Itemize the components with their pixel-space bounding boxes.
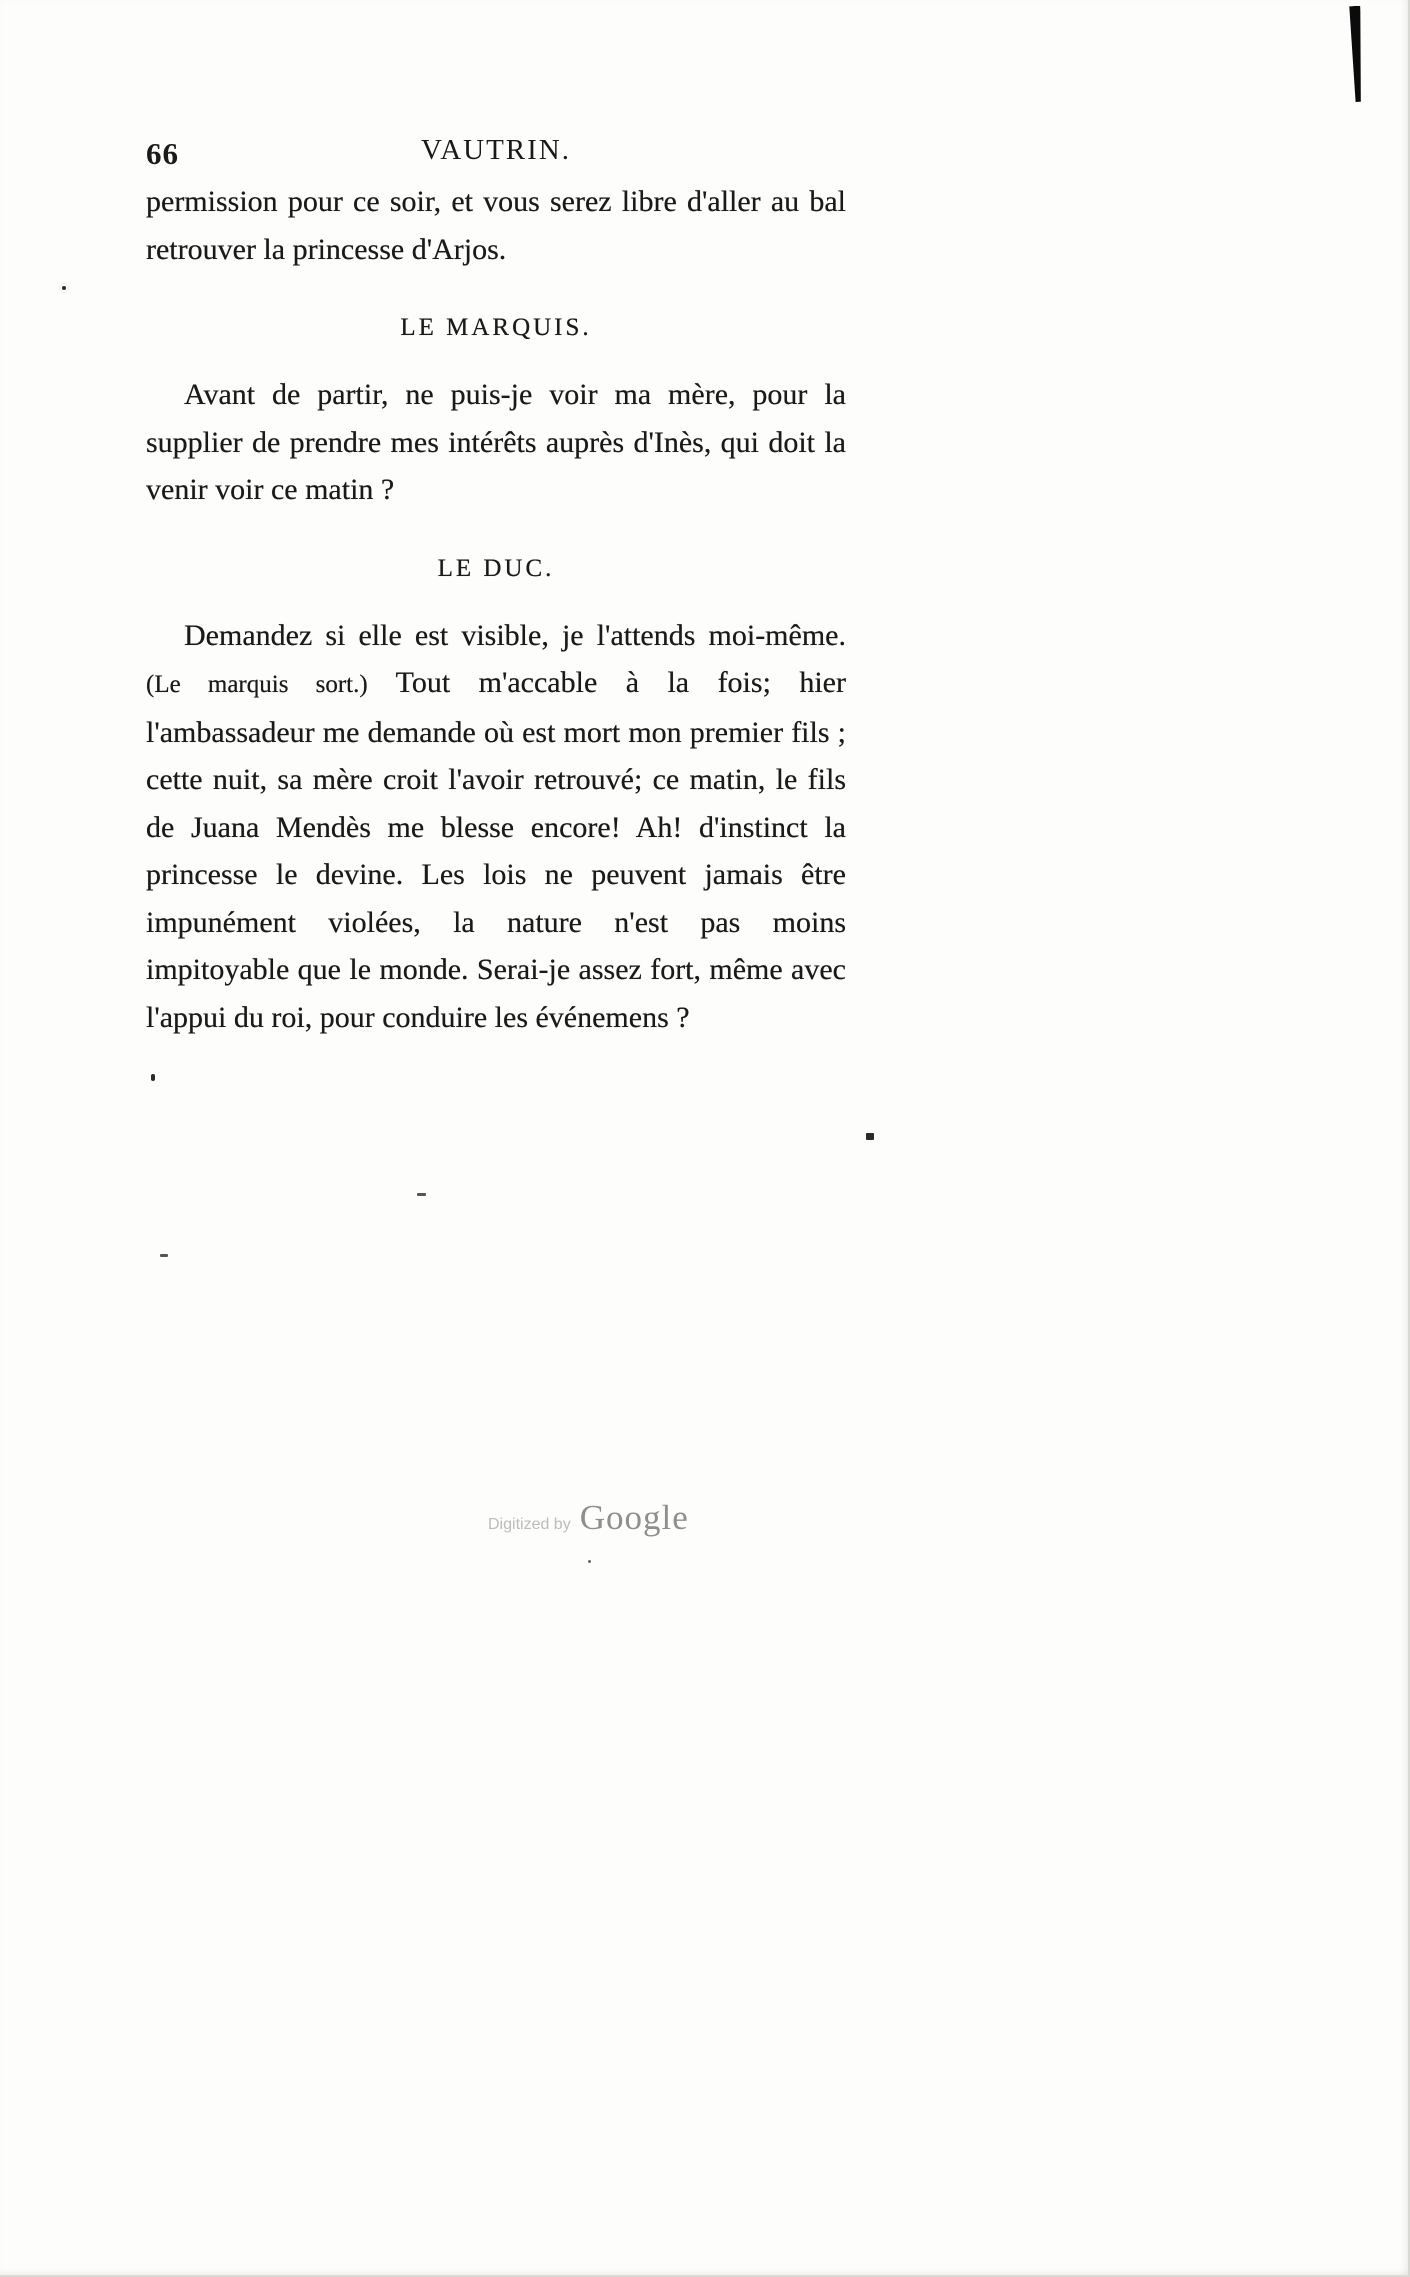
duc-speech-part2: Tout m'accable à la fois; hier l'ambassadeur me demande où est mort mon premier fils ; cette nuit, sa mère croit l'avoir retrouvé; ce matin, le fils de Juana Mendès me blesse encore! Ah! d'instinct la princesse le devine. Les lois ne peuvent jamais être impunément violées, la nature n'est pas moins impitoyable que le monde. Serai-je assez fort, même avec l'appui du roi, pour conduire les événemens ? [146,666,846,1034]
duc-speech-part1: Demandez si elle est visible, je l'attends moi-même. [184,618,846,652]
paragraph-marquis-speech: Avant de partir, ne puis-je voir ma mère, pour la supplier de prendre mes intérêts auprès d'Inès, qui doit la venir voir ce matin ? [146,378,846,506]
page-header [146,134,846,174]
scan-speck [417,1193,426,1196]
speaker-heading-marquis: LE MARQUIS. [400,314,592,341]
scan-speck [588,1560,591,1563]
digitization-footer [488,1498,689,1538]
digitized-by-label: Digitized by [488,1516,571,1533]
scan-speck [866,1133,874,1140]
scan-artifact-corner-mark [1347,6,1363,102]
scan-speck [62,286,66,290]
running-title: VAUTRIN. [421,134,571,166]
stage-direction: (Le marquis sort.) [146,671,368,698]
page-number: 66 [146,136,179,171]
paragraph-continuation: permission pour ce soir, et vous serez libre d'aller au bal retrouver la princesse d'Arjos. [146,185,846,266]
paragraph-duc-speech [146,612,846,1042]
scan-speck [160,1254,168,1257]
text-column [146,178,846,1041]
speaker-heading-duc: LE DUC. [437,554,555,582]
scan-speck [151,1074,155,1081]
google-logo: Google [579,1498,689,1537]
